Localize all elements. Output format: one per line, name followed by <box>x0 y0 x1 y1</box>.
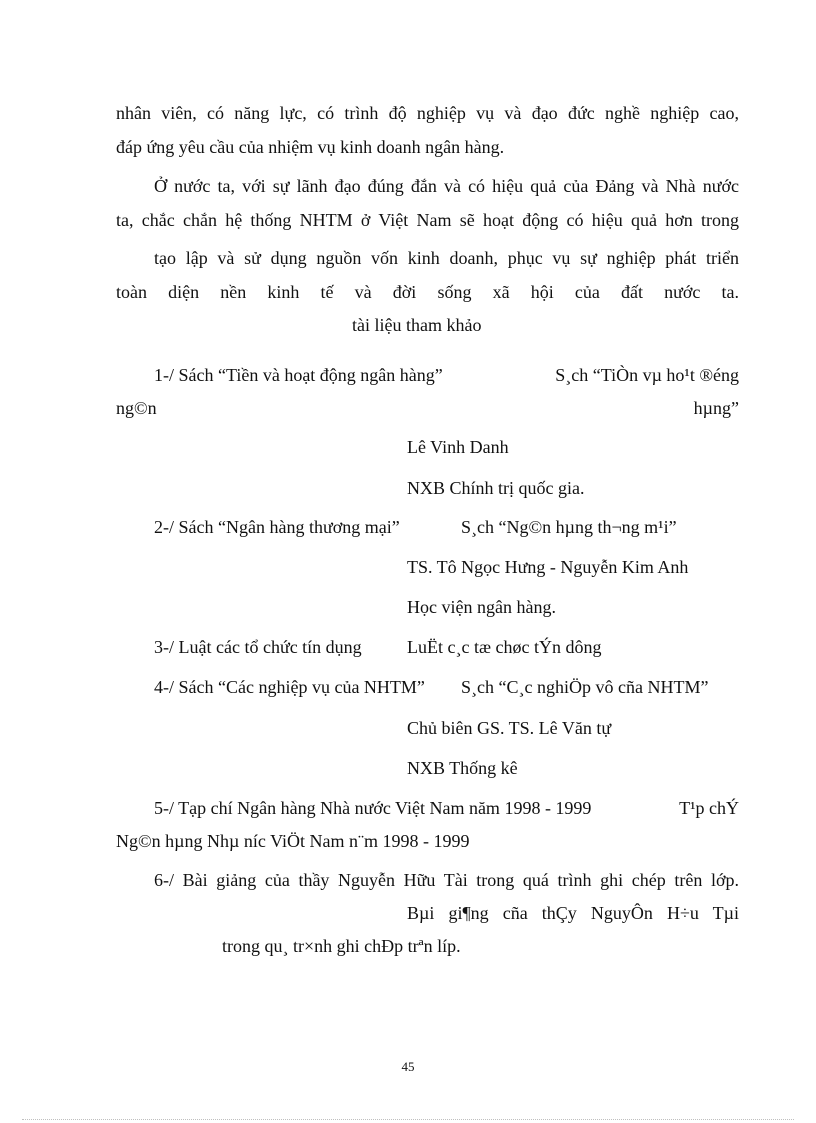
reference-publisher: Học viện ngân hàng. <box>407 597 556 617</box>
page-bottom-border <box>22 1119 794 1120</box>
reference-garbled-text: LuËt c¸c tæ chøc tÝn dông <box>407 637 602 657</box>
paragraph-line: đáp ứng yêu cầu của nhiệm vụ kinh doanh ngân hàng. <box>116 137 505 157</box>
reference-item: 5-/ Tạp chí Ngân hàng Nhà nước Việt Nam năm 1998 - 1999 <box>154 798 592 818</box>
reference-author: Lê Vinh Danh <box>407 437 509 457</box>
paragraph-line: nhân viên, có năng lực, có trình độ nghiệp vụ và đạo đức nghề nghiệp cao, <box>116 103 739 123</box>
reference-garbled-text: S¸ch “TiÒn vµ ho¹t ®éng <box>555 365 739 385</box>
section-title: tài liệu tham khảo <box>352 315 482 335</box>
paragraph-line: ta, chắc chắn hệ thống NHTM ở Việt Nam sẽ hoạt động có hiệu quả hơn trong <box>116 210 739 230</box>
reference-author: TS. Tô Ngọc Hưng - Nguyễn Kim Anh <box>407 557 689 577</box>
paragraph-line: Ở nước ta, với sự lãnh đạo đúng đắn và có hiệu quả của Đảng và Nhà nước <box>154 176 739 196</box>
paragraph-line: tạo lập và sử dụng nguồn vốn kinh doanh, phục vụ sự nghiệp phát triển <box>154 248 739 268</box>
reference-publisher: NXB Chính trị quốc gia. <box>407 478 585 498</box>
reference-publisher: NXB Thống kê <box>407 758 518 778</box>
reference-author: Chủ biên GS. TS. Lê Văn tự <box>407 718 612 738</box>
reference-item: 6-/ Bài giảng của thầy Nguyễn Hữu Tài trong quá trình ghi chép trên lớp. <box>154 870 739 890</box>
reference-item: 2-/ Sách “Ngân hàng thương mại” <box>154 517 400 537</box>
reference-garbled-text: trong qu¸ tr×nh ghi chÐp trªn líp. <box>222 936 461 956</box>
reference-item: 3-/ Luật các tổ chức tín dụng <box>154 637 362 657</box>
reference-garbled-text: S¸ch “C¸c nghiÖp vô cña NHTM” <box>461 677 709 697</box>
reference-garbled-text: Bµi gi¶ng cña thÇy NguyÔn H÷u Tµi <box>407 903 739 923</box>
paragraph-line: toàn diện nền kinh tế và đời sống xã hội của đất nước ta. <box>116 282 739 302</box>
reference-garbled-text: S¸ch “Ng©n hµng th¬ng m¹i” <box>461 517 677 537</box>
reference-garbled-text: T¹p chÝ <box>679 798 739 818</box>
reference-garbled-text: hµng” <box>693 398 739 418</box>
page-number: 45 <box>401 1059 415 1074</box>
reference-garbled-text: Ng©n hµng Nhµ níc ViÖt Nam n¨m 1998 - 1999 <box>116 831 470 851</box>
reference-item: 4-/ Sách “Các nghiệp vụ của NHTM” <box>154 677 425 697</box>
reference-item: 1-/ Sách “Tiền và hoạt động ngân hàng” <box>154 365 443 385</box>
reference-garbled-text: ng©n <box>116 398 157 418</box>
